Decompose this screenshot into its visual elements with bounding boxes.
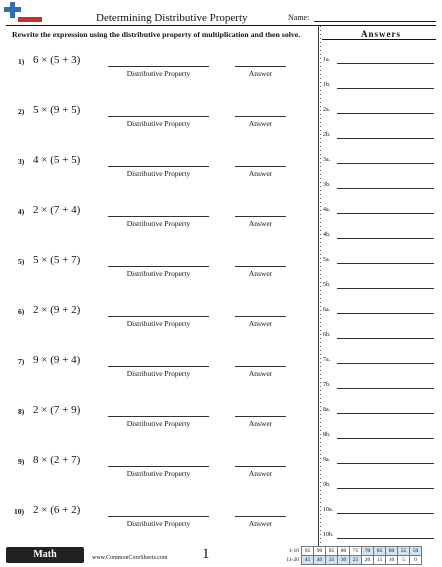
answers-heading: Answers: [361, 29, 401, 39]
answer-key-line[interactable]: [337, 238, 434, 239]
answer-key-line[interactable]: [337, 213, 434, 214]
answer-key-row: [323, 282, 436, 294]
score-cell: 80: [338, 547, 350, 556]
problem-expression: 2 × (9 + 2): [33, 304, 81, 316]
answer-key-line[interactable]: [337, 188, 434, 189]
answer-key-label: 2a.: [323, 107, 331, 113]
answer-key-row: [323, 182, 436, 194]
answer-key-row: [323, 82, 436, 94]
answer-line[interactable]: [235, 416, 286, 417]
answer-label: Answer: [248, 69, 273, 78]
answer-label: Answer: [248, 219, 273, 228]
problem-item: [0, 454, 318, 497]
problem-number: 10): [14, 507, 24, 516]
answer-label: Answer: [248, 169, 273, 178]
distributive-answer-line[interactable]: [108, 366, 209, 367]
score-cell: 5: [398, 556, 410, 565]
problem-number: 8): [18, 407, 25, 416]
answer-key-label: 10a.: [323, 507, 334, 513]
answer-key-line[interactable]: [337, 163, 434, 164]
answer-label: Answer: [248, 369, 273, 378]
answer-line[interactable]: [235, 316, 286, 317]
logo-icon: [4, 2, 44, 24]
answer-key-line[interactable]: [337, 63, 434, 64]
score-cell: 60: [386, 547, 398, 556]
problem-number: 3): [18, 157, 25, 166]
score-cell: 40: [314, 556, 326, 565]
distributive-label: Distributive Property: [126, 169, 191, 178]
answer-label: Answer: [248, 119, 273, 128]
score-cell: 90: [314, 547, 326, 556]
problem-number: 1): [18, 57, 25, 66]
answer-label: Answer: [248, 319, 273, 328]
score-cell: 95: [302, 547, 314, 556]
problem-item: [0, 504, 318, 547]
name-field[interactable]: [314, 21, 436, 22]
problem-item: [0, 354, 318, 397]
answer-key-line[interactable]: [337, 88, 434, 89]
answer-key-label: 9b.: [323, 482, 331, 488]
distributive-answer-line[interactable]: [108, 316, 209, 317]
answer-key-label: 5a.: [323, 257, 331, 263]
answer-line[interactable]: [235, 116, 286, 117]
distributive-label: Distributive Property: [126, 369, 191, 378]
distributive-answer-line[interactable]: [108, 416, 209, 417]
distributive-label: Distributive Property: [126, 319, 191, 328]
score-row-label: 11-20: [286, 557, 299, 563]
distributive-label: Distributive Property: [126, 469, 191, 478]
problem-item: [0, 104, 318, 147]
score-cell: 15: [374, 556, 386, 565]
column-divider: [318, 26, 319, 546]
problem-expression: 5 × (5 + 7): [33, 254, 81, 266]
score-cell: 70: [362, 547, 374, 556]
distributive-label: Distributive Property: [126, 519, 191, 528]
answer-key-row: [323, 432, 436, 444]
distributive-answer-line[interactable]: [108, 266, 209, 267]
site-url: www.CommonCoreSheets.com: [92, 555, 168, 561]
answer-key-label: 8b.: [323, 432, 331, 438]
distributive-label: Distributive Property: [126, 269, 191, 278]
answer-key-line[interactable]: [337, 263, 434, 264]
problem-item: [0, 204, 318, 247]
distributive-answer-line[interactable]: [108, 166, 209, 167]
answer-key-label: 3b.: [323, 182, 331, 188]
problem-item: [0, 304, 318, 347]
answer-key-label: 3a.: [323, 157, 331, 163]
distributive-label: Distributive Property: [126, 119, 191, 128]
answer-key-row: [323, 507, 436, 519]
answer-key-row: [323, 407, 436, 419]
header-rule: [6, 25, 436, 26]
answer-key-row: [323, 257, 436, 269]
answer-key-line[interactable]: [337, 288, 434, 289]
answer-line[interactable]: [235, 66, 286, 67]
answer-key-row: [323, 157, 436, 169]
answer-key-label: 10b.: [323, 532, 334, 538]
problem-expression: 9 × (9 + 4): [33, 354, 81, 366]
problem-item: [0, 254, 318, 297]
score-row: [284, 547, 422, 556]
answer-line[interactable]: [235, 166, 286, 167]
problem-item: [0, 54, 318, 97]
problem-item: [0, 404, 318, 447]
distributive-answer-line[interactable]: [108, 66, 209, 67]
answer-key-line[interactable]: [337, 363, 434, 364]
answer-key-label: 7b.: [323, 382, 331, 388]
score-row-label: 1-10: [288, 548, 299, 554]
problem-number: 7): [18, 357, 25, 366]
answer-key-line[interactable]: [337, 538, 434, 539]
score-cell: 30: [338, 556, 350, 565]
answer-key-line[interactable]: [337, 113, 434, 114]
score-row: [284, 556, 422, 565]
problem-expression: 4 × (5 + 5): [33, 154, 81, 166]
name-label: Name:: [288, 13, 310, 22]
answer-key-row: [323, 307, 436, 319]
score-cell: 35: [326, 556, 338, 565]
problem-number: 9): [18, 457, 25, 466]
problem-number: 6): [18, 307, 25, 316]
distributive-answer-line[interactable]: [108, 466, 209, 467]
answer-key-line[interactable]: [337, 488, 434, 489]
answer-key-row: [323, 332, 436, 344]
answer-key-label: 1a.: [323, 57, 331, 63]
answer-key-line[interactable]: [337, 513, 434, 514]
score-cell: 55: [398, 547, 410, 556]
answer-key-row: [323, 457, 436, 469]
answer-key-label: 5b.: [323, 282, 331, 288]
answer-key-label: 8a.: [323, 407, 331, 413]
problem-item: [0, 154, 318, 197]
distributive-label: Distributive Property: [126, 219, 191, 228]
answer-key-line[interactable]: [337, 138, 434, 139]
answer-label: Answer: [248, 469, 273, 478]
distributive-answer-line[interactable]: [108, 116, 209, 117]
answer-line[interactable]: [235, 466, 286, 467]
answer-label: Answer: [248, 519, 273, 528]
answer-key-label: 4b.: [323, 232, 331, 238]
answer-label: Answer: [248, 419, 273, 428]
page-footer: [6, 546, 436, 565]
answer-key-label: 6b.: [323, 332, 331, 338]
answer-key-line[interactable]: [337, 313, 434, 314]
answer-key-row: [323, 107, 436, 119]
page-title: Determining Distributive Property: [96, 12, 248, 24]
problem-expression: 2 × (6 + 2): [33, 504, 81, 516]
score-cell: 10: [386, 556, 398, 565]
score-cell: 50: [410, 547, 422, 556]
distributive-answer-line[interactable]: [108, 216, 209, 217]
answer-key-label: 1b.: [323, 82, 331, 88]
column-divider-dots: [320, 26, 321, 546]
answer-line[interactable]: [235, 216, 286, 217]
problem-number: 2): [18, 107, 25, 116]
problem-number: 5): [18, 257, 25, 266]
distributive-answer-line[interactable]: [108, 516, 209, 517]
answer-key-row: [323, 132, 436, 144]
answer-line[interactable]: [235, 516, 286, 517]
page-number: 1: [202, 546, 210, 562]
score-cell: 25: [350, 556, 362, 565]
answer-key-line[interactable]: [337, 388, 434, 389]
score-cell: 45: [302, 556, 314, 565]
answer-key-line[interactable]: [337, 338, 434, 339]
score-cell: 65: [374, 547, 386, 556]
score-cell: 0: [410, 556, 422, 565]
answer-line[interactable]: [235, 266, 286, 267]
answer-key-label: 7a.: [323, 357, 331, 363]
answer-key-row: [323, 232, 436, 244]
problem-expression: 5 × (9 + 5): [33, 104, 81, 116]
answer-key-label: 9a.: [323, 457, 331, 463]
instructions: Rewrite the expression using the distributive property of multiplication and then solve.: [12, 30, 301, 39]
answer-key-label: 2b.: [323, 132, 331, 138]
answer-key-row: [323, 207, 436, 219]
answer-key-line[interactable]: [337, 413, 434, 414]
distributive-label: Distributive Property: [126, 419, 191, 428]
score-cell: 75: [350, 547, 362, 556]
problem-number: 4): [18, 207, 25, 216]
score-cell: 85: [326, 547, 338, 556]
answer-key-label: 4a.: [323, 207, 331, 213]
problem-expression: 2 × (7 + 4): [33, 204, 81, 216]
answer-key-row: [323, 532, 436, 544]
score-cell: 20: [362, 556, 374, 565]
answer-key-line[interactable]: [337, 463, 434, 464]
problem-expression: 2 × (7 + 9): [33, 404, 81, 416]
answer-key-row: [323, 482, 436, 494]
subject-badge: Math: [6, 547, 84, 563]
score-table: [284, 546, 422, 565]
problem-expression: 8 × (2 + 7): [33, 454, 81, 466]
distributive-label: Distributive Property: [126, 69, 191, 78]
answer-label: Answer: [248, 269, 273, 278]
answers-rule: [322, 39, 436, 40]
answer-line[interactable]: [235, 366, 286, 367]
answer-key-line[interactable]: [337, 438, 434, 439]
answer-key-row: [323, 357, 436, 369]
answer-key-row: [323, 57, 436, 69]
answer-key-label: 6a.: [323, 307, 331, 313]
answer-key-row: [323, 382, 436, 394]
problem-expression: 6 × (5 + 3): [33, 54, 81, 66]
